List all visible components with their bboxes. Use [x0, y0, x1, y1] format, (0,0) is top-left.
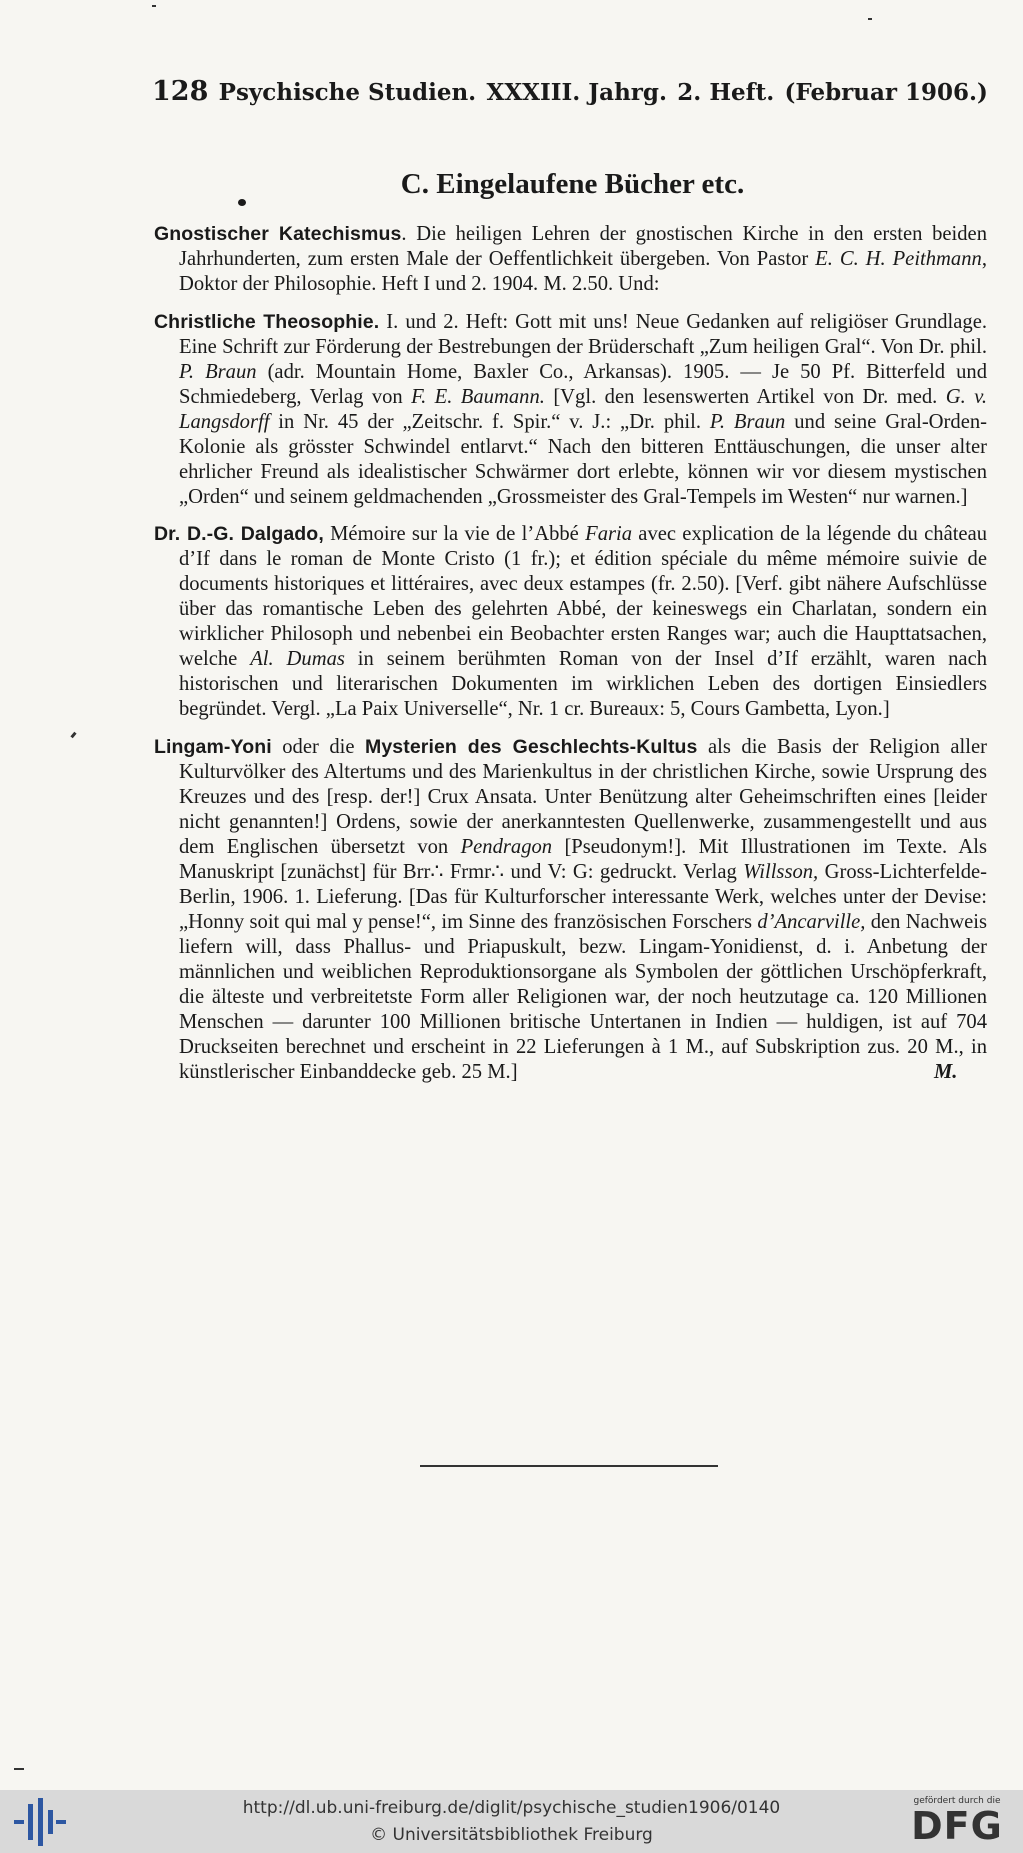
person-name: E. C. H. Peithmann	[815, 247, 982, 270]
journal-title: Psychische Studien.	[218, 79, 477, 106]
book-entries	[154, 222, 987, 1097]
footer-bar	[0, 1790, 1023, 1853]
entry-heading: Lingam-Yoni	[154, 736, 272, 759]
entry-text: [Pseudonym!]. Mit Illustrationen im Texte. Als Manuskript [zunächst] für Brr∴ Frmr∴ und V: G: gedruckt. Verlag	[179, 835, 987, 883]
entry-text: den Nachweis liefern will, dass Phallus- und Priapuskult, bezw. Lingam-Yonidienst, d. i. Anbetung der männlichen und weiblichen Reproduktionsorgane als Symbolen der göttlichen Urschöpferkraft, die älteste und verbreitetste Form aller Religionen war, der noch heutzutage ca. 120 Millionen Menschen — darunter 100 Millionen britische Untertanen in Indien — huldigen, ist auf 704 Druckseiten berechnet und erscheint in 22 Lieferungen à 1 M., auf Subskription zus. 20 M., in künstlerischer Einbanddecke geb. 25 M.]	[179, 910, 987, 1083]
entry-text: und seine Gral-Orden-Kolonie als grösster Schwindel entlarvt.“ Nach den bitteren Enttäuschungen, die unser alter ehrlicher Freund als idealistischer Schwärmer dort erlebte, können wir vor diesem mystischen „Orden“ und seinem geldmachenden „Grossmeister des Gral-Tempels im Westen“ nur warnen.]	[179, 410, 987, 508]
running-head	[152, 76, 988, 107]
dfg-wordmark: DFG	[911, 1804, 1003, 1848]
person-name: P. Braun	[709, 410, 786, 433]
entry-text: in seinem berühmten Roman von der Insel d’If erzählt, waren nach historischen und literarischen Dokumenten im wirklichen Leben des dortigen Einsiedlers begründet. Vergl. „La Paix Universelle“, Nr. 1 cr. Bureaux: 5, Cours Gambetta, Lyon.]	[179, 648, 988, 721]
entry-gnostischer	[154, 222, 987, 297]
entry-text: (adr. Mountain Home, Baxler Co., Arkansas). 1905. — Je 50 Pf. Bitterfeld und Schmiedeberg, Verlag von	[179, 360, 987, 408]
entry-dalgado	[154, 522, 987, 722]
entry-text: [Vgl. den lesenswerten Artikel von Dr. med.	[544, 385, 946, 408]
source-url[interactable]: http://dl.ub.uni-freiburg.de/diglit/psychische_studien1906/0140	[242, 1798, 781, 1818]
entry-text: . Die heiligen Lehren der gnostischen Kirche in den ersten beiden Jahrhunderten, zum ersten Male der Oeffentlichkeit übergeben. Von Pastor	[179, 223, 987, 270]
date-label: (Februar 1906.)	[784, 79, 988, 106]
entry-text: , Doktor der Philosophie. Heft I und 2. 1904. M. 2.50. Und:	[179, 247, 987, 295]
entry-text: I. und 2. Heft: Gott mit uns! Neue Gedanken auf religiöser Grundlage. Eine Schrift zur Förderung der Bestrebungen der Brüderschaft „Zum heiligen Gral“. Von Dr. phil.	[179, 310, 987, 358]
entry-text: in Nr. 45 der „Zeitschr. f. Spir.“ v. J.: „Dr. phil.	[269, 410, 710, 433]
entry-text: Gross-Lichterfelde-Berlin, 1906. 1. Lieferung. [Das für Kulturforscher interessante Werk, welches unter der Devise: „Honny soit qui mal y pense!“, im Sinne des französischen Forschers	[179, 860, 987, 933]
person-name: G. v. Langsdorff	[179, 385, 987, 433]
entry-heading: Mysterien des Geschlechts-Kultus	[365, 736, 698, 759]
entry-heading: Gnostischer Katechismus	[154, 223, 402, 245]
dfg-tagline: gefördert durch die	[913, 1796, 1001, 1806]
ink-speck	[70, 732, 76, 739]
person-name: Pendragon	[460, 835, 553, 858]
entry-theosophie	[154, 310, 987, 510]
ink-speck	[868, 18, 872, 20]
person-name: Faria	[585, 523, 633, 546]
entry-heading: Christliche Theosophie.	[154, 310, 380, 333]
page-number: 128	[152, 76, 209, 107]
entry-text: als die Basis der Religion aller Kulturvölker des Altertums und des Marienkultus in der christlichen Kirche, sowie Ursprung des Kreuzes und des [resp. der!] Crux Ansata. Unter Benützung alter Geheimschriften eines [leider nicht genannten!] Ordens, sowie der anerkanntesten Quellenwerke, zusammengestellt und aus dem Englischen übersetzt von	[179, 736, 987, 858]
person-name: F. E. Baumann.	[411, 385, 545, 408]
entry-text: avec explication de la légende du château d’If dans le roman de Monte Cristo (1 fr.); et édition spéciale du même mémoire suivie de documents historiques et littéraires, avec deux estampes (fr. 2.50). [Verf. gibt nähere Aufschlüsse über das romantische Leben des gelehrten Abbé, der keineswegs ein Charlatan, sondern ein wirklicher Philosoph und nebenbei ein Beobachter ersten Ranges war; auch die Haupttatsachen, welche	[179, 523, 988, 671]
ink-speck	[14, 1768, 24, 1770]
person-name: P. Braun	[179, 360, 257, 383]
ink-speck	[152, 5, 156, 7]
dfg-logo	[903, 1796, 1011, 1850]
person-name: Al. Dumas	[250, 648, 345, 671]
volume-label: XXXIII. Jahrg.	[486, 79, 668, 106]
entry-heading: Dr. D.-G. Dalgado,	[154, 523, 324, 546]
entry-text: oder die	[271, 736, 365, 759]
person-name: d’Ancarville,	[757, 910, 866, 933]
issue-label: 2. Heft.	[677, 79, 775, 106]
section-title: C. Eingelaufene Bücher etc.	[400, 168, 745, 200]
entry-lingam: Lingam-Yoni oder die Mysterien des Geschlechts-Kultus als die Basis der Religion aller Kulturvölker des Altertums und des Marienkultus in der christlichen Kirche, sowie Ursprung des Kreuzes und des [resp. der!] Crux Ansata. Unter Benützung alter Geheimschriften eines [leider nicht genannten!] Ordens, sowie der anerkanntesten Quellenwerke, zusammengestellt und aus dem Englischen übersetzt von Pendragon [Pseudonym!]. Mit Illustrationen im Texte. Als Manuskript [zunächst] für Brr∴ Frmr∴ und V: G: gedruckt. Verlag Willsson, Gross-Lichterfelde-Berlin, 1906. 1. Lieferung. [Das für Kulturforscher interessante Werk, welches unter der Devise: „Honny soit qui mal y pense!“, im Sinne des französischen Forschers d’Ancarville, den Nachweis liefern will, dass Phallus- und Priapuskult, bezw. Lingam-Yonidienst, d. i. Anbetung der männlichen und weiblichen Reproduktionsorgane als Symbolen der göttlichen Urschöpferkraft, die älteste und verbreitetste Form aller Religionen war, der noch heutzutage ca. 120 Millionen Menschen — darunter 100 Millionen britische Untertanen in Indien — huldigen, ist auf 704 Druckseiten berechnet und erscheint in 22 Lieferungen à 1 M., auf Subskription zus. 20 M., in künstlerischer Einbanddecke geb. 25 M.] M.	[154, 736, 987, 1083]
closing-rule	[420, 1465, 718, 1467]
person-name: Willsson,	[743, 860, 819, 883]
copyright-notice: © Universitätsbibliothek Freiburg	[370, 1825, 653, 1845]
entry-text: Mémoire sur la vie de l’Abbé	[323, 523, 586, 546]
